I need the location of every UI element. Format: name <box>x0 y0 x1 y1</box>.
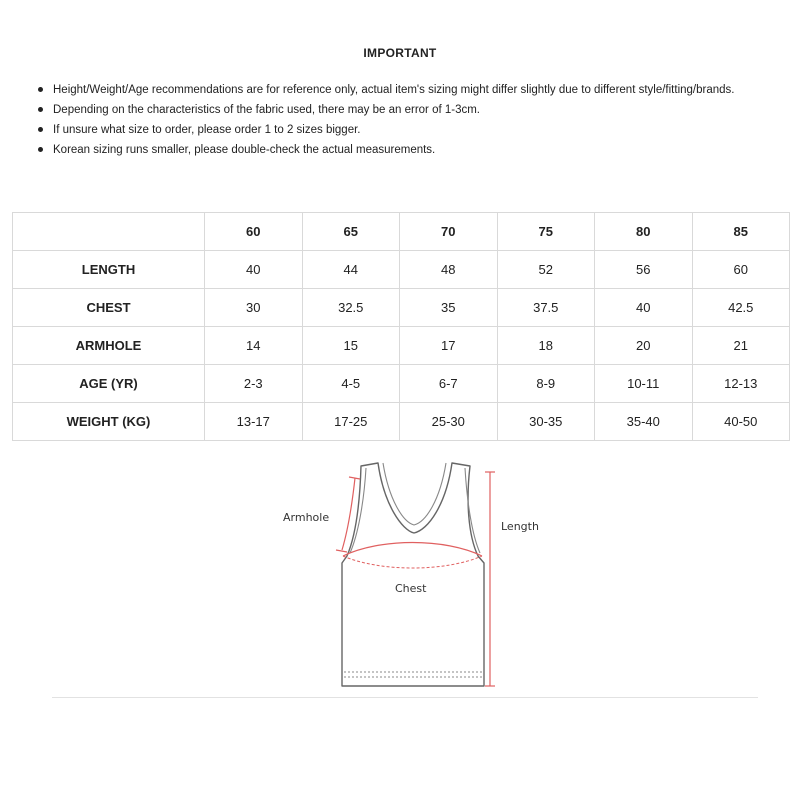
tank-top-diagram <box>0 455 800 705</box>
table-cell: 30-35 <box>497 403 595 441</box>
notice-title: IMPORTANT <box>363 46 437 60</box>
size-header: 75 <box>497 213 595 251</box>
table-cell: 30 <box>205 289 303 327</box>
table-cell: 18 <box>497 327 595 365</box>
table-cell: 15 <box>302 327 400 365</box>
table-cell: 2-3 <box>205 365 303 403</box>
table-cell: 40 <box>595 289 693 327</box>
table-cell: 25-30 <box>400 403 498 441</box>
table-cell: 10-11 <box>595 365 693 403</box>
table-row-length <box>13 251 790 289</box>
table-cell: 12-13 <box>692 365 790 403</box>
size-header: 60 <box>205 213 303 251</box>
table-row-chest <box>13 289 790 327</box>
size-header: 70 <box>400 213 498 251</box>
corner-cell <box>13 213 205 251</box>
row-label: LENGTH <box>13 251 205 289</box>
table-row-armhole <box>13 327 790 365</box>
note-item: Depending on the characteristics of the fabric used, there may be an error of 1-3cm. <box>36 100 766 120</box>
note-item: Height/Weight/Age recommendations are for reference only, actual item's sizing might differ slightly due to different style/fitting/brands. <box>36 80 766 100</box>
note-item: If unsure what size to order, please order 1 to 2 sizes bigger. <box>36 120 766 140</box>
table-cell: 56 <box>595 251 693 289</box>
table-cell: 48 <box>400 251 498 289</box>
table-cell: 17 <box>400 327 498 365</box>
chest-label: Chest <box>395 582 427 595</box>
table-cell: 32.5 <box>302 289 400 327</box>
table-cell: 37.5 <box>497 289 595 327</box>
table-cell: 35 <box>400 289 498 327</box>
table-cell: 4-5 <box>302 365 400 403</box>
table-cell: 42.5 <box>692 289 790 327</box>
row-label: AGE (YR) <box>13 365 205 403</box>
table-cell: 21 <box>692 327 790 365</box>
row-label: WEIGHT (KG) <box>13 403 205 441</box>
length-label: Length <box>501 520 539 533</box>
table-cell: 8-9 <box>497 365 595 403</box>
row-label: CHEST <box>13 289 205 327</box>
note-item: Korean sizing runs smaller, please double-check the actual measurements. <box>36 140 766 160</box>
table-cell: 44 <box>302 251 400 289</box>
table-cell: 40 <box>205 251 303 289</box>
size-header: 65 <box>302 213 400 251</box>
table-cell: 40-50 <box>692 403 790 441</box>
table-row-weight <box>13 403 790 441</box>
size-header-row <box>13 213 790 251</box>
table-cell: 35-40 <box>595 403 693 441</box>
size-chart-table <box>12 212 790 441</box>
table-cell: 60 <box>692 251 790 289</box>
table-row-age <box>13 365 790 403</box>
table-cell: 14 <box>205 327 303 365</box>
table-cell: 6-7 <box>400 365 498 403</box>
table-cell: 20 <box>595 327 693 365</box>
table-cell: 52 <box>497 251 595 289</box>
table-cell: 17-25 <box>302 403 400 441</box>
divider <box>52 697 758 698</box>
row-label: ARMHOLE <box>13 327 205 365</box>
armhole-measure-cap <box>336 550 347 552</box>
size-header: 85 <box>692 213 790 251</box>
armhole-label: Armhole <box>283 511 330 524</box>
notes-list <box>36 80 766 160</box>
size-header: 80 <box>595 213 693 251</box>
table-cell: 13-17 <box>205 403 303 441</box>
